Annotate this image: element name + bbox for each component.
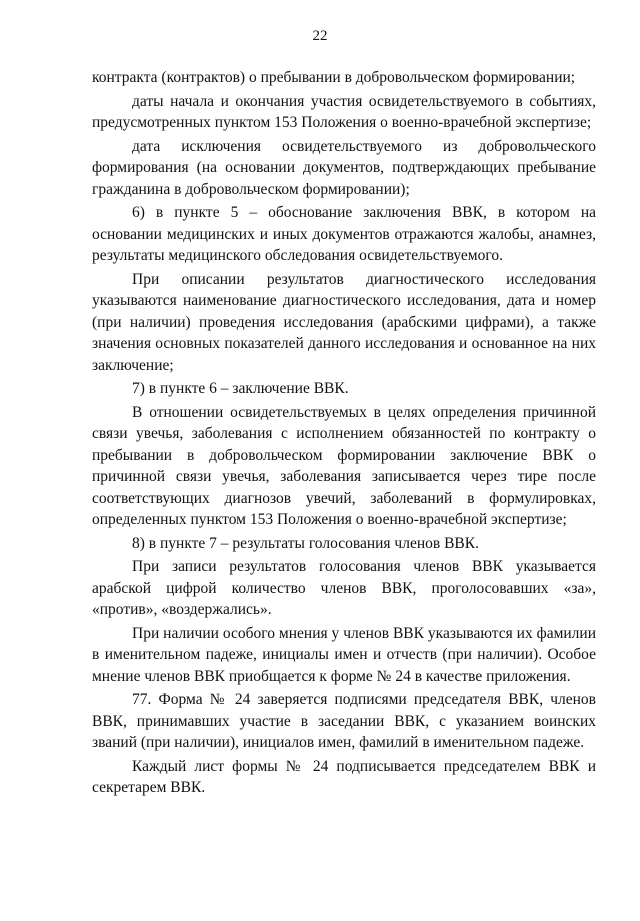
paragraph-signatures: Каждый лист формы № 24 подписывается председателем ВВК и секретарем ВВК. [92, 757, 596, 796]
paragraph-diagnostics: При описании результатов диагностического исследования указываются наименование диагностического исследования, дата и номер (при наличии) проведения исследования (арабскими цифрами), а также значения основных показателей данного исследования и основанное на них заключение; [92, 270, 596, 374]
paragraph-item-6: 6) в пункте 5 – обоснование заключения ВВК, в котором на основании медицинских и иных документов отражаются жалобы, анамнез, результаты медицинского обследования освидетельствуемого. [92, 204, 596, 264]
paragraph-exclusion-date: дата исключения освидетельствуемого из добровольческого формирования (на основании документов, подтверждающих пребывание гражданина в добровольческом формировании); [92, 137, 596, 198]
paragraph-item-77: 77. Форма № 24 заверяется подписями председателя ВВК, членов ВВК, принимавших участие в заседании ВВК, с указанием воинских званий (при наличии), инициалов имен, фамилий в именительном падеже. [92, 691, 596, 751]
paragraph-item-8: 8) в пункте 7 – результаты голосования членов ВВК. [132, 534, 479, 552]
paragraph-special-opinion: При наличии особого мнения у членов ВВК указываются их фамилии в именительном падеже, инициалы имен и отчеств (при наличии). Особое мнение членов ВВК приобщается к форме № 24 в качестве приложения. [92, 624, 596, 685]
paragraph-item-7: 7) в пункте 6 – заключение ВВК. [132, 380, 349, 397]
document-body [92, 67, 596, 801]
page-number: 22 [312, 28, 328, 44]
paragraph-event-dates: даты начала и окончания участия освидетельствуемого в событиях, предусмотренных пунктом 153 Положения о военно-врачебной экспертизе; [92, 92, 596, 131]
paragraph-vote-results: При записи результатов голосования членов ВВК указывается арабской цифрой количество членов ВВК, проголосовавших «за», «против», «воздержались». [92, 558, 596, 618]
paragraph-continuation: контракта (контрактов) о пребывании в добровольческом формировании; [92, 69, 576, 86]
paragraph-causal-link: В отношении освидетельствуемых в целях определения причинной связи увечья, заболевания с исполнением обязанностей по контракту о пребывании в добровольческом формировании заключение ВВК о причинной связи увечья, заболевания записывается через тире после соответствующих диагнозов увечий, заболеваний в формулировках, определенных пунктом 153 Положения о военно-врачебной экспертизе; [92, 403, 596, 528]
